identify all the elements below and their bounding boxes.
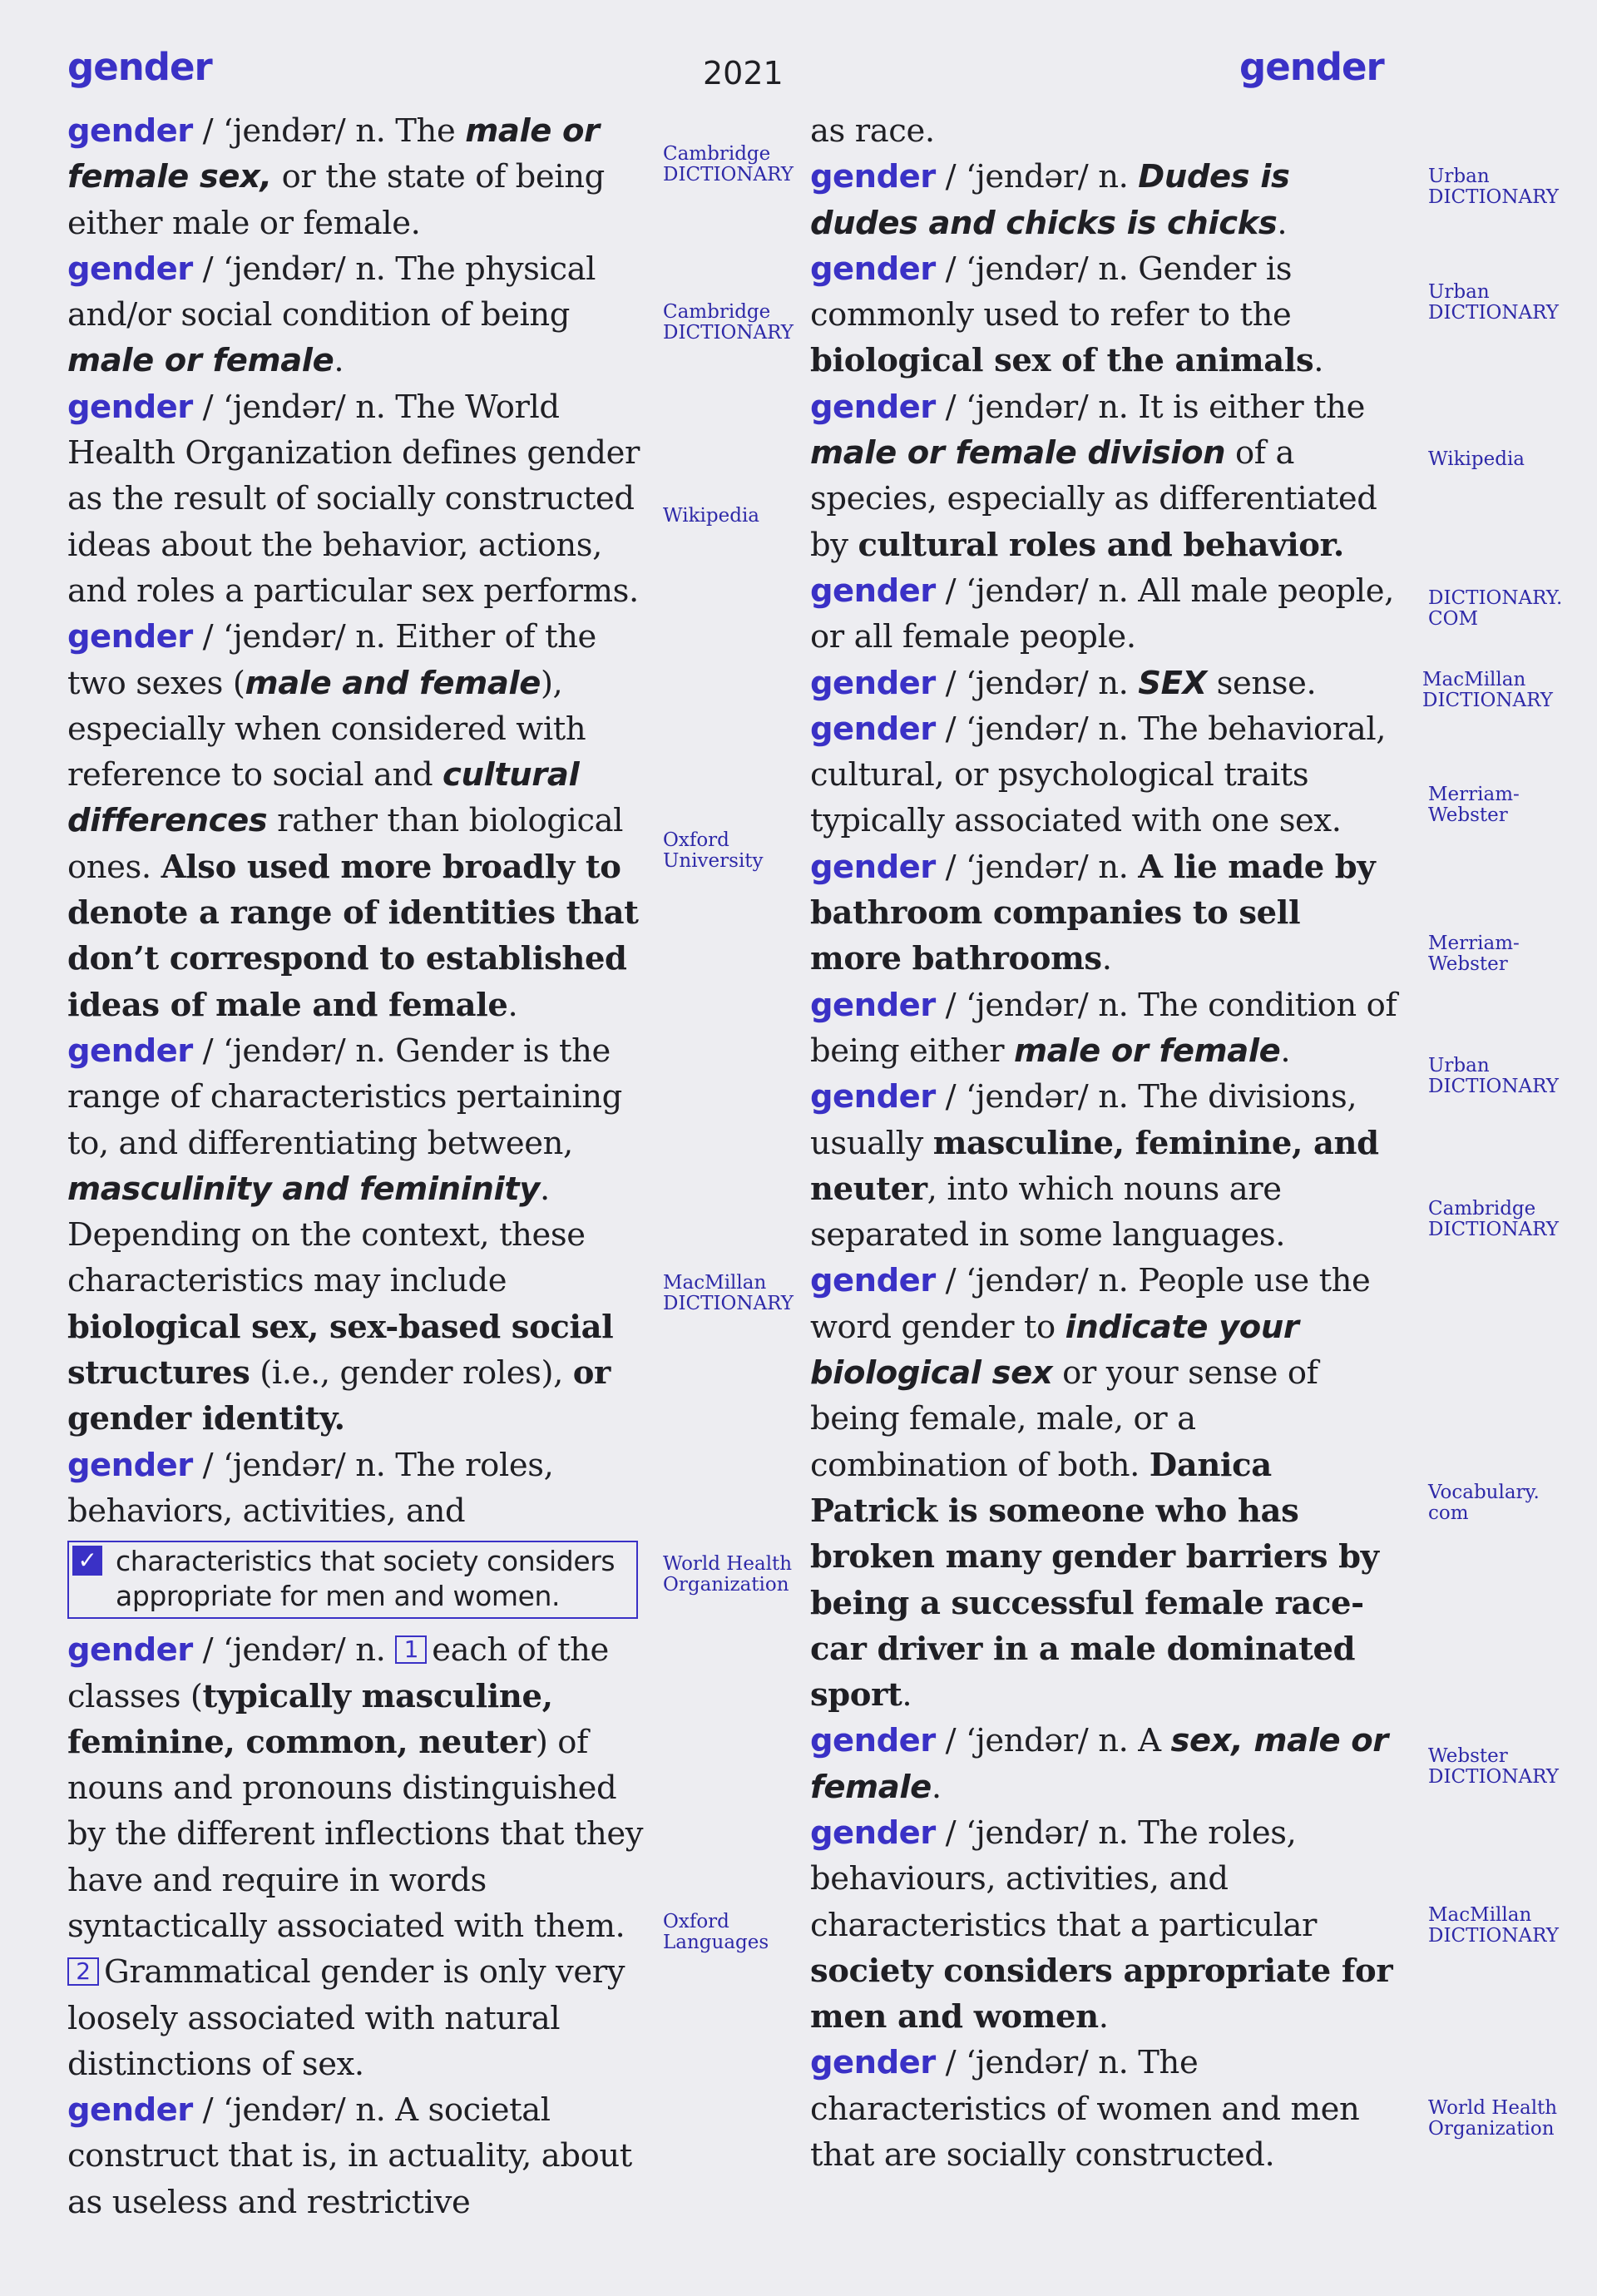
definition-text: Either of the two sexes ( <box>67 618 596 702</box>
definition-text: People use the word gender to <box>810 1262 1371 1346</box>
entry-pronunciation: / ‘jendər/ n. <box>192 388 396 426</box>
dictionary-entry <box>810 1258 1401 1718</box>
entry-pronunciation: / ‘jendər/ n. <box>935 1262 1139 1300</box>
dictionary-entry <box>810 1810 1401 2040</box>
definition-text: The <box>395 112 466 150</box>
source-label: Oxford University <box>663 829 764 872</box>
definition-text: . <box>931 1768 942 1806</box>
dictionary-entry <box>67 1442 650 1535</box>
source-label: Urban DICTIONARY <box>1428 166 1559 208</box>
dictionary-entry <box>67 2087 650 2225</box>
entry-headword: gender <box>810 250 936 288</box>
definition-text: It is either the <box>1138 388 1365 426</box>
bold-text: Danica Patrick is someone who has broken many gender barriers by being a successful female race-car driver in a male dominated sport <box>810 1446 1379 1715</box>
right-column <box>810 108 1401 2178</box>
dictionary-entry <box>810 2040 1401 2178</box>
left-column <box>67 108 650 2225</box>
definition-text: The condition of being either <box>810 986 1397 1070</box>
source-label: Wikipedia <box>663 505 760 527</box>
source-label: Merriam- Webster <box>1428 784 1520 826</box>
dictionary-entry <box>67 1028 650 1442</box>
definition-text: sense. <box>1206 664 1317 702</box>
entry-pronunciation: / ‘jendər/ n. <box>935 388 1139 426</box>
dictionary-entry <box>810 154 1401 246</box>
entry-pronunciation: / ‘jendər/ n. <box>935 664 1139 702</box>
entry-headword: gender <box>810 1078 936 1116</box>
definition-text: The World Health Organization defines gender as the result of socially constructed ideas about the behavior, actions, and roles a particular sex performs. <box>67 388 640 610</box>
header-left-title: gender <box>67 45 212 89</box>
emphasis-text: masculinity and femininity <box>67 1170 540 1208</box>
dictionary-entry <box>67 108 650 246</box>
definition-text: . Depending on the context, these characteristics may include <box>67 1170 586 1300</box>
definition-text: (i.e., gender roles), <box>250 1354 573 1393</box>
source-label: Oxford Languages <box>663 1911 769 1953</box>
entry-headword: gender <box>810 388 936 426</box>
emphasis-text: male or female division <box>810 434 1226 473</box>
entry-pronunciation: / ‘jendər/ n. <box>935 250 1139 288</box>
definition-text: A <box>1138 1722 1171 1760</box>
checkmark-icon: ✓ <box>72 1546 102 1576</box>
entry-headword: gender <box>67 1446 193 1484</box>
source-label: Cambridge DICTIONARY <box>663 301 794 344</box>
entry-pronunciation: / ‘jendər/ n. <box>192 112 396 150</box>
definition-text: Gender is the range of characteristics pertaining to, and differentiating between, <box>67 1032 622 1162</box>
entry-headword: gender <box>67 2091 193 2130</box>
entry-headword: gender <box>810 848 936 886</box>
entry-headword: gender <box>67 250 193 288</box>
definition-text: The physical and/or social condition of being <box>67 250 596 334</box>
source-label: World Health Organization <box>1428 2097 1558 2140</box>
sense-number: 2 <box>67 1957 99 1986</box>
source-label: Wikipedia <box>1428 448 1525 470</box>
dictionary-entry <box>810 108 1401 154</box>
entry-headword: gender <box>810 572 936 610</box>
emphasis-text: male and female <box>245 664 541 702</box>
entry-pronunciation: / ‘jendər/ n. <box>192 1032 396 1070</box>
entry-headword: gender <box>810 710 936 748</box>
emphasis-text: Dudes is dudes and chicks is chicks <box>810 158 1290 242</box>
entry-pronunciation: / ‘jendər/ n. <box>935 710 1139 748</box>
entry-pronunciation: / ‘jendər/ n. <box>935 1814 1139 1852</box>
bold-text: typically masculine, feminine, common, neuter <box>67 1677 553 1761</box>
dictionary-entry <box>67 384 650 614</box>
source-label: DICTIONARY. COM <box>1428 587 1563 630</box>
source-label: Merriam- Webster <box>1428 933 1520 975</box>
entry-pronunciation: / ‘jendər/ n. <box>935 848 1139 886</box>
definition-text: . <box>1098 1998 1109 2036</box>
entry-pronunciation: / ‘jendər/ n. <box>935 158 1139 196</box>
definition-text: A societal construct that is, in actuality, about as useless and restrictive <box>67 2091 632 2221</box>
definition-text: each of the classes ( <box>67 1631 609 1715</box>
checked-definition-box <box>67 1541 638 1619</box>
source-label: Cambridge DICTIONARY <box>663 143 794 186</box>
dictionary-entry <box>67 614 650 1028</box>
boxed-definition-text: characteristics that society considers appropriate for men and women. <box>116 1545 616 1613</box>
header-year: 2021 <box>703 55 784 92</box>
entry-headword: gender <box>810 1814 936 1852</box>
definition-text: . <box>1280 1032 1291 1070</box>
definition-text: ), especially when considered with reference to social and <box>67 664 586 794</box>
dictionary-entry <box>810 384 1401 568</box>
entry-headword: gender <box>810 664 936 702</box>
bold-text: Also used more broadly to denote a range of identities that don’t correspond to established ideas of male and female <box>67 848 639 1024</box>
definition-text: Gender is commonly used to refer to the <box>810 250 1293 334</box>
emphasis-text: male or female <box>1014 1032 1281 1070</box>
entry-headword: gender <box>67 112 193 150</box>
emphasis-text: indicate your biological sex <box>810 1308 1299 1393</box>
definition-text: Grammatical gender is only very loosely associated with natural distinctions of sex. <box>67 1953 625 2083</box>
entry-headword: gender <box>67 1631 193 1670</box>
bold-text: masculine, feminine, and neuter <box>810 1124 1379 1208</box>
source-label: MacMillan DICTIONARY <box>1428 1904 1559 1947</box>
dictionary-entry <box>810 982 1401 1075</box>
dictionary-entry <box>810 706 1401 844</box>
source-label: Cambridge DICTIONARY <box>1428 1198 1559 1240</box>
bold-text: biological sex of the animals <box>810 342 1314 380</box>
dictionary-entry <box>810 844 1401 982</box>
dictionary-entry <box>810 1718 1401 1810</box>
emphasis-text: SEX <box>1138 664 1207 702</box>
dictionary-entry <box>810 568 1401 661</box>
entry-pronunciation: / ‘jendər/ n. <box>192 618 396 656</box>
emphasis-text: male or female sex, <box>67 112 600 196</box>
entry-pronunciation: / ‘jendər/ n. <box>935 1078 1139 1116</box>
entry-headword: gender <box>810 1722 936 1760</box>
bold-text: cultural roles and behavior. <box>858 526 1344 564</box>
definition-text: The characteristics of women and men that are socially constructed. <box>810 2044 1360 2175</box>
definition-text: . <box>902 1676 912 1715</box>
dictionary-entry <box>810 661 1401 706</box>
bold-text: or gender identity. <box>67 1354 611 1438</box>
dictionary-entry <box>810 1074 1401 1258</box>
definition-text: , into which nouns are separated in some languages. <box>810 1170 1286 1254</box>
entry-pronunciation: / ‘jendər/ n. <box>935 986 1139 1024</box>
header-right-title: gender <box>1239 45 1384 89</box>
entry-pronunciation: / ‘jendər/ n. <box>935 572 1139 610</box>
entry-headword: gender <box>810 2044 936 2082</box>
definition-text: . <box>1313 342 1324 380</box>
source-label: MacMillan DICTIONARY <box>1422 669 1553 711</box>
definition-text: The roles, behaviours, activities, and characteristics that a particular <box>810 1814 1318 1944</box>
source-label: Webster DICTIONARY <box>1428 1745 1559 1788</box>
definition-text: . <box>1101 940 1112 978</box>
definition-text: The behavioral, cultural, or psychological traits typically associated with one sex. <box>810 710 1387 840</box>
source-label: Urban DICTIONARY <box>1428 1055 1559 1097</box>
entry-pronunciation: / ‘jendər/ n. <box>935 1722 1139 1760</box>
entry-headword: gender <box>67 388 193 426</box>
definition-text: of a species, especially as differentiated by <box>810 434 1377 564</box>
source-label: Vocabulary. com <box>1428 1482 1540 1524</box>
definition-text: or your sense of being female, male, or a combination of both. <box>810 1354 1318 1484</box>
source-label: World Health Organization <box>663 1553 793 1596</box>
definition-text: All male people, or all female people. <box>810 572 1394 656</box>
entry-headword: gender <box>67 1032 193 1070</box>
emphasis-text: male or female <box>67 342 334 380</box>
definition-text: The roles, behaviors, activities, and <box>67 1446 554 1530</box>
source-label: MacMillan DICTIONARY <box>663 1272 794 1314</box>
dictionary-entry <box>67 1627 650 2087</box>
emphasis-text: sex, male or female <box>810 1722 1388 1806</box>
entry-pronunciation: / ‘jendər/ n. <box>192 2091 396 2130</box>
bold-text: society considers appropriate for men and women <box>810 1952 1393 2036</box>
definition-text: . <box>507 986 518 1024</box>
entry-headword: gender <box>810 1262 936 1300</box>
bold-text: A lie made by bathroom companies to sell more bathrooms <box>810 848 1376 978</box>
bold-text: biological sex, sex-based social structures <box>67 1308 614 1393</box>
emphasis-text: cultural differences <box>67 756 580 840</box>
definition-text: The divisions, usually <box>810 1078 1357 1162</box>
entry-pronunciation: / ‘jendər/ n. <box>192 1631 396 1670</box>
entry-headword: gender <box>67 618 193 656</box>
definition-text: or the state of being either male or female. <box>67 158 605 242</box>
dictionary-entry <box>810 246 1401 384</box>
definition-text: . <box>1277 204 1288 242</box>
dictionary-entry <box>67 246 650 384</box>
entry-headword: gender <box>810 158 936 196</box>
entry-pronunciation: / ‘jendər/ n. <box>192 1446 396 1484</box>
definition-text: as race. <box>810 112 935 150</box>
definition-text: rather than biological ones. <box>67 802 624 886</box>
entry-pronunciation: / ‘jendər/ n. <box>192 250 396 288</box>
definition-text: . <box>334 342 344 380</box>
entry-pronunciation: / ‘jendər/ n. <box>935 2044 1139 2082</box>
sense-number: 1 <box>395 1635 427 1664</box>
definition-text: ) of nouns and pronouns distinguished by the different inflections that they have and require in words syntactically associated with them. <box>67 1723 644 1945</box>
entry-headword: gender <box>810 986 936 1024</box>
source-label: Urban DICTIONARY <box>1428 281 1559 324</box>
